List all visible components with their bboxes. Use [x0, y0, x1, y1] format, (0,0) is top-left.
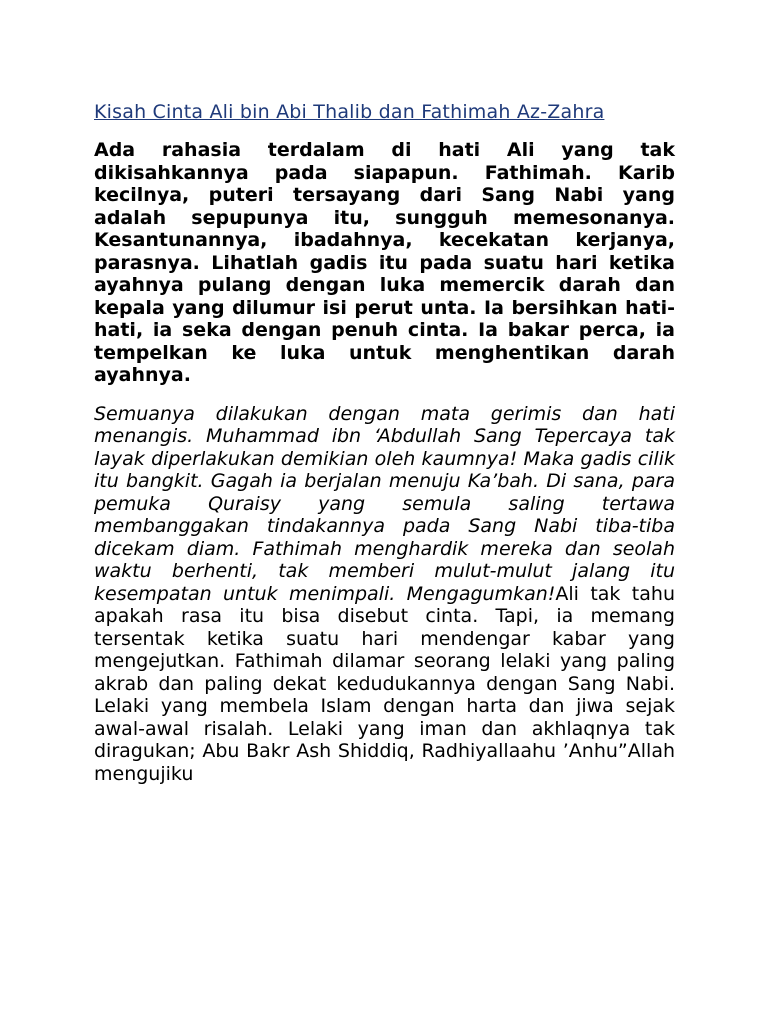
paragraph-story: [94, 403, 675, 786]
document-title[interactable]: Kisah Cinta Ali bin Abi Thalib dan Fathimah Az-Zahra: [94, 101, 605, 123]
paragraph-intro: Ada rahasia terdalam di hati Ali yang tak dikisahkannya pada siapapun. Fathimah. Karib kecilnya, puteri tersayang dari Sang Nabi yang adalah sepupunya itu, sungguh memesonanya. Kesantunannya, ibadahnya, kecekatan kerjanya, parasnya. Lihatlah gadis itu pada suatu hari ketika ayahnya pulang dengan luka memercik darah dan kepala yang dilumur isi perut unta. Ia bersihkan hati-hati, ia seka dengan penuh cinta. Ia bakar perca, ia tempelkan ke luka untuk menghentikan darah ayahnya.: [94, 139, 675, 386]
paragraph-story-italic: Semuanya dilakukan dengan mata gerimis dan hati menangis. Muhammad ibn ‘Abdullah Sang Tepercaya tak layak diperlakukan demikian oleh kaumnya! Maka gadis cilik itu bangkit. Gagah ia berjalan menuju Ka’bah. Di sana, para pemuka Quraisy yang semula saling tertawa membanggakan tindakannya pada Sang Nabi tiba-tiba dicekam diam. Fathimah menghardik mereka dan seolah waktu berhenti, tak memberi mulut-mulut jalang itu kesempatan untuk menimpali. Mengagumkan!: [94, 402, 675, 605]
paragraph-story-regular: Ali tak tahu apakah rasa itu bisa disebut cinta. Tapi, ia memang tersentak ketika suatu hari mendengar kabar yang mengejutkan. Fathimah dilamar seorang lelaki yang paling akrab dan paling dekat kedudukannya dengan Sang Nabi. Lelaki yang membela Islam dengan harta dan jiwa sejak awal-awal risalah. Lelaki yang iman dan akhlaqnya tak diragukan; Abu Bakr Ash Shiddiq, Radhiyallaahu ’Anhu”Allah mengujiku: [94, 582, 675, 785]
document-body: [94, 100, 675, 785]
